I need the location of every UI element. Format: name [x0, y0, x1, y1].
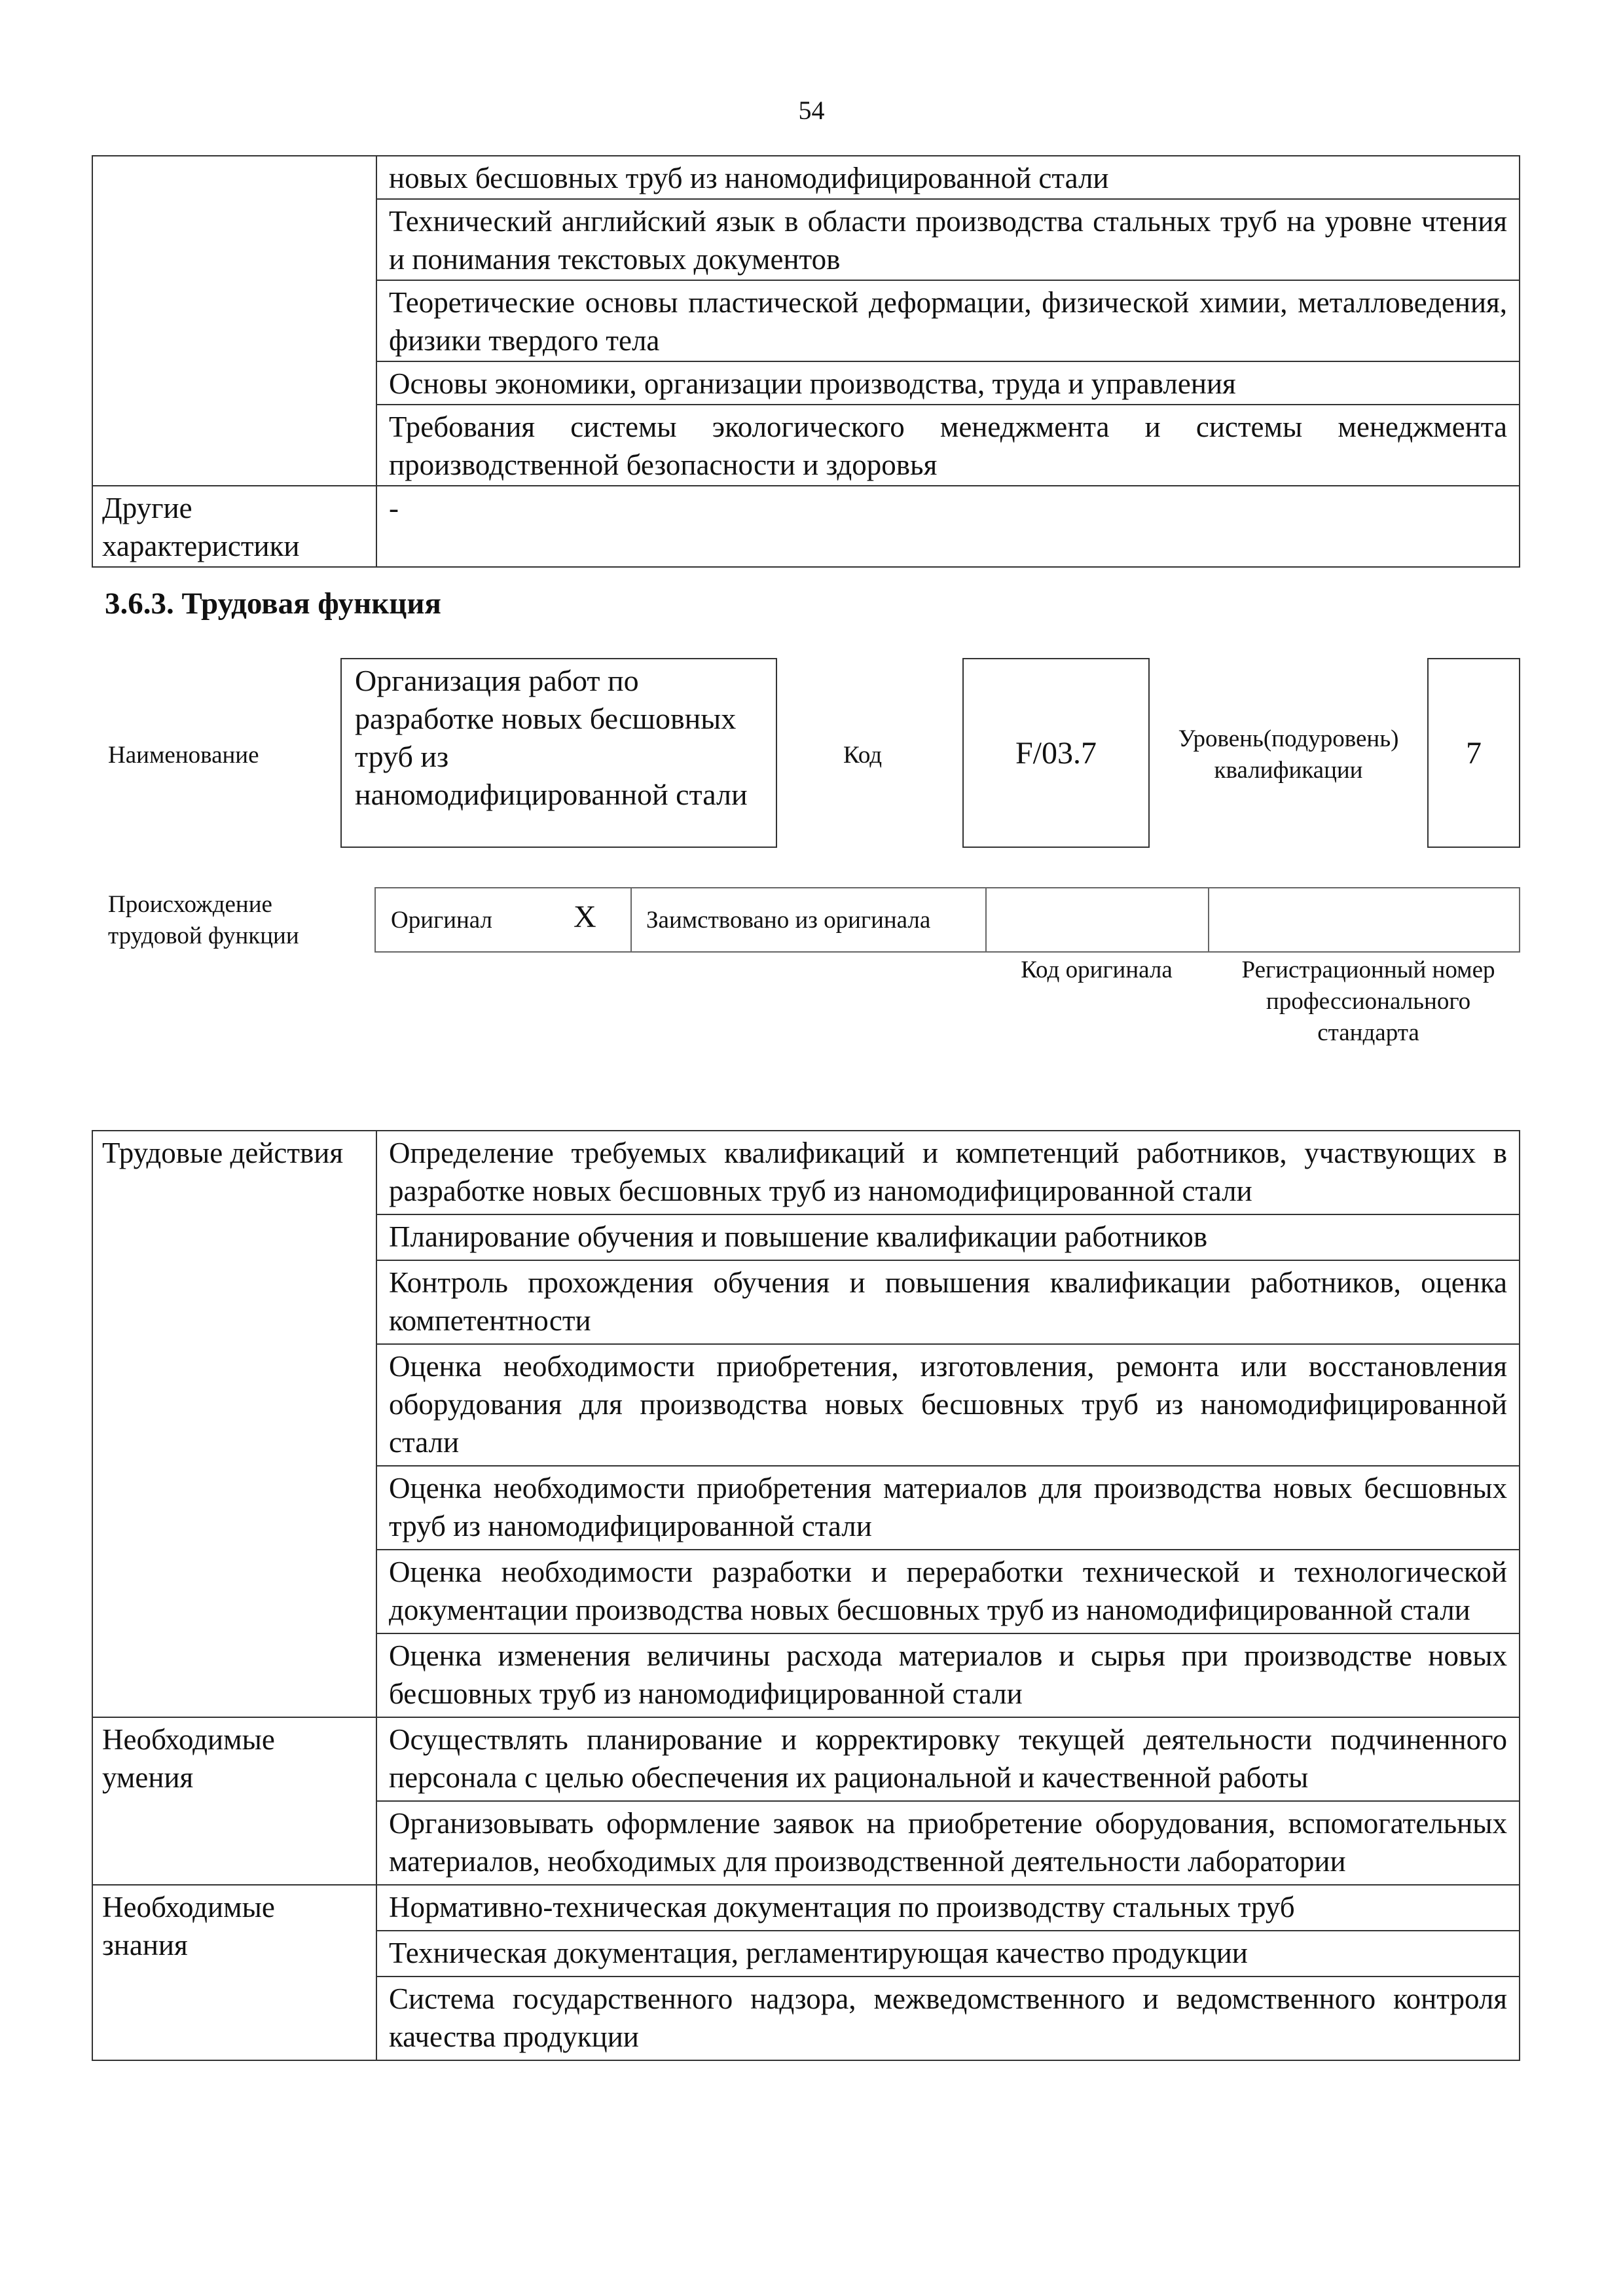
origin-label: Происхождение трудовой функции [108, 891, 299, 949]
table-cell: Технический английский язык в области производства стальных труб на уровне чтения и понимания текстовых документов [376, 199, 1520, 280]
empty-label-cell [92, 156, 376, 486]
table-cell: Требования системы экологического менеджмента и системы менеджмента производственной безопасности и здоровья [376, 405, 1520, 486]
level-value-box: 7 [1427, 658, 1520, 848]
table-cell: Теоретические основы пластической деформации, физической химии, металловедения, физики твердого тела [376, 280, 1520, 361]
table-cell: Оценка изменения величины расхода материалов и сырья при производстве новых бесшовных труб из наномодифицированной стали [376, 1633, 1520, 1717]
table-cell: Техническая документация, регламентирующая качество продукции [376, 1931, 1520, 1977]
page-number: 54 [798, 96, 825, 125]
other-characteristics-label: Другие характеристики [92, 486, 376, 567]
knowledge-continuation-table [92, 155, 1520, 568]
section-heading: 3.6.3. Трудовая функция [105, 587, 441, 621]
table-row [92, 1131, 1520, 1214]
code-value-box: F/03.7 [962, 658, 1150, 848]
table-cell: Осуществлять планирование и корректировку текущей деятельности подчиненного персонала с целью обеспечения их рациональной и качественной работы [376, 1717, 1520, 1801]
origin-divider [985, 887, 987, 953]
code-original-label: Код оригинала [1021, 957, 1173, 983]
origin-divider [630, 887, 632, 953]
table-cell: Оценка необходимости приобретения материалов для производства новых бесшовных труб из наномодифицированной стали [376, 1466, 1520, 1550]
original-label: Оригинал [391, 907, 493, 934]
code-label: Код [843, 742, 883, 769]
table-cell: Контроль прохождения обучения и повышения квалификации работников, оценка компетентности [376, 1260, 1520, 1344]
table-cell: Определение требуемых квалификаций и компетенций работников, участвующих в разработке новых бесшовных труб из наномодифицированной стали [376, 1131, 1520, 1214]
table-cell: Оценка необходимости разработки и переработки технической и технологической документации производства новых бесшовных труб из наномодифицированной стали [376, 1550, 1520, 1633]
table-row [92, 486, 1520, 567]
original-mark: X [574, 900, 596, 934]
table-row [92, 1885, 1520, 1931]
table-row [92, 1717, 1520, 1801]
other-characteristics-value: - [376, 486, 1520, 567]
required-knowledge-label: Необходимые знания [92, 1885, 376, 2060]
name-label: Наименование [108, 742, 259, 769]
origin-strip [374, 887, 1520, 953]
origin-divider [1208, 887, 1209, 953]
table-cell: Планирование обучения и повышение квалификации работников [376, 1214, 1520, 1260]
table-row [92, 156, 1520, 199]
reg-number-label: Регистрационный номер профессионального стандарта [1241, 957, 1495, 1046]
function-name-box: Организация работ по разработке новых бесшовных труб из наномодифицированной стали [340, 658, 777, 848]
table-cell: Основы экономики, организации производства, труда и управления [376, 361, 1520, 405]
table-cell: новых бесшовных труб из наномодифицированной стали [376, 156, 1520, 199]
borrowed-label: Заимствовано из оригинала [646, 907, 931, 934]
labor-function-table [92, 1130, 1520, 2061]
labor-actions-label: Трудовые действия [92, 1131, 376, 1717]
table-cell: Организовывать оформление заявок на приобретение оборудования, вспомогательных материалов, необходимых для производственной деятельности лаборатории [376, 1801, 1520, 1885]
required-skills-label: Необходимые умения [92, 1717, 376, 1885]
table-cell: Нормативно-техническая документация по производству стальных труб [376, 1885, 1520, 1931]
table-cell: Система государственного надзора, межведомственного и ведомственного контроля качества продукции [376, 1977, 1520, 2060]
table-cell: Оценка необходимости приобретения, изготовления, ремонта или восстановления оборудования для производства новых бесшовных труб из наномодифицированной стали [376, 1344, 1520, 1466]
level-label: Уровень(подуровень) квалификации [1178, 725, 1399, 784]
